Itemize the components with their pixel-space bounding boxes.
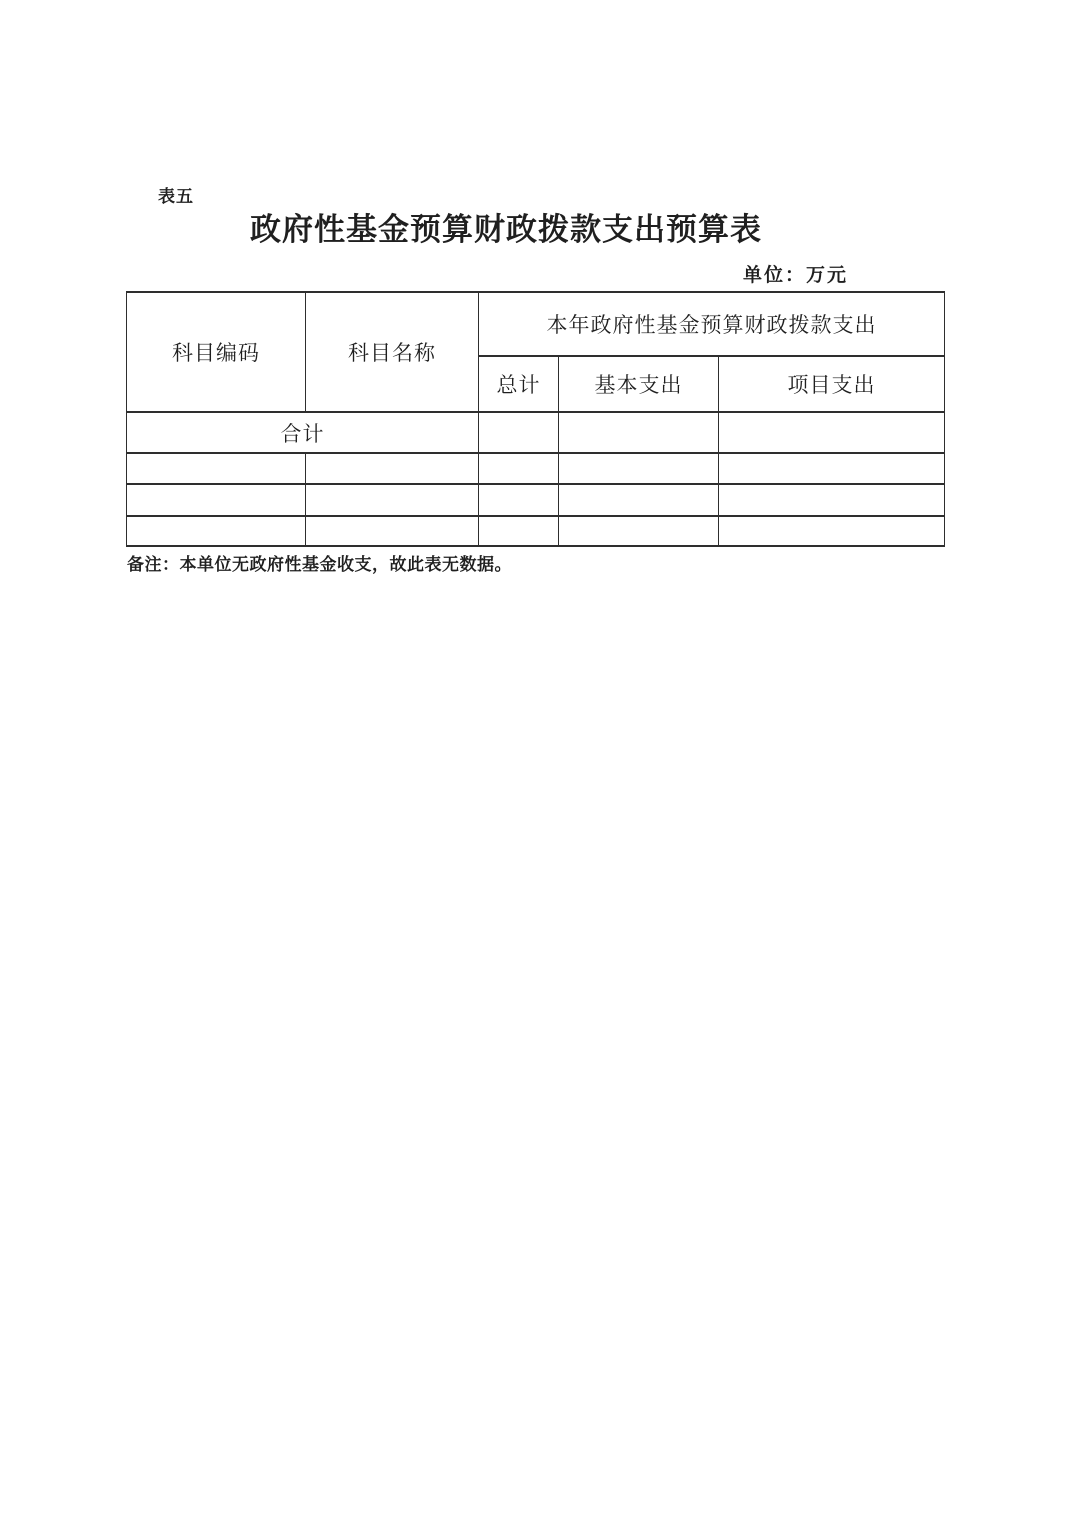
empty-cell [127, 484, 306, 516]
empty-cell [719, 453, 945, 484]
empty-cell [306, 516, 479, 546]
sheet-number-label: 表五 [158, 187, 194, 206]
table-row-empty [127, 453, 945, 484]
budget-table [126, 291, 945, 547]
footnote: 备注：本单位无政府性基金收支，故此表无数据。 [127, 555, 512, 574]
unit-label: 单位：万元 [743, 265, 849, 286]
empty-cell [127, 453, 306, 484]
table-row-empty [127, 484, 945, 516]
empty-cell [719, 484, 945, 516]
header-row-top [127, 292, 945, 356]
total-basic-cell [559, 412, 719, 453]
total-label-cell: 合计 [127, 412, 479, 453]
header-subject-code: 科目编码 [127, 292, 306, 412]
empty-cell [306, 484, 479, 516]
empty-cell [479, 453, 559, 484]
page-title: 政府性基金预算财政拨款支出预算表 [250, 212, 762, 247]
header-subject-name: 科目名称 [306, 292, 479, 412]
empty-cell [559, 484, 719, 516]
empty-cell [479, 516, 559, 546]
empty-cell [559, 453, 719, 484]
empty-cell [306, 453, 479, 484]
header-group-title: 本年政府性基金预算财政拨款支出 [479, 292, 945, 356]
table-row-empty [127, 516, 945, 546]
empty-cell [559, 516, 719, 546]
total-project-cell [719, 412, 945, 453]
header-basic-expenditure: 基本支出 [559, 356, 719, 412]
header-total: 总计 [479, 356, 559, 412]
header-project-expenditure: 项目支出 [719, 356, 945, 412]
table-row-total [127, 412, 945, 453]
empty-cell [719, 516, 945, 546]
total-value-cell [479, 412, 559, 453]
empty-cell [127, 516, 306, 546]
empty-cell [479, 484, 559, 516]
